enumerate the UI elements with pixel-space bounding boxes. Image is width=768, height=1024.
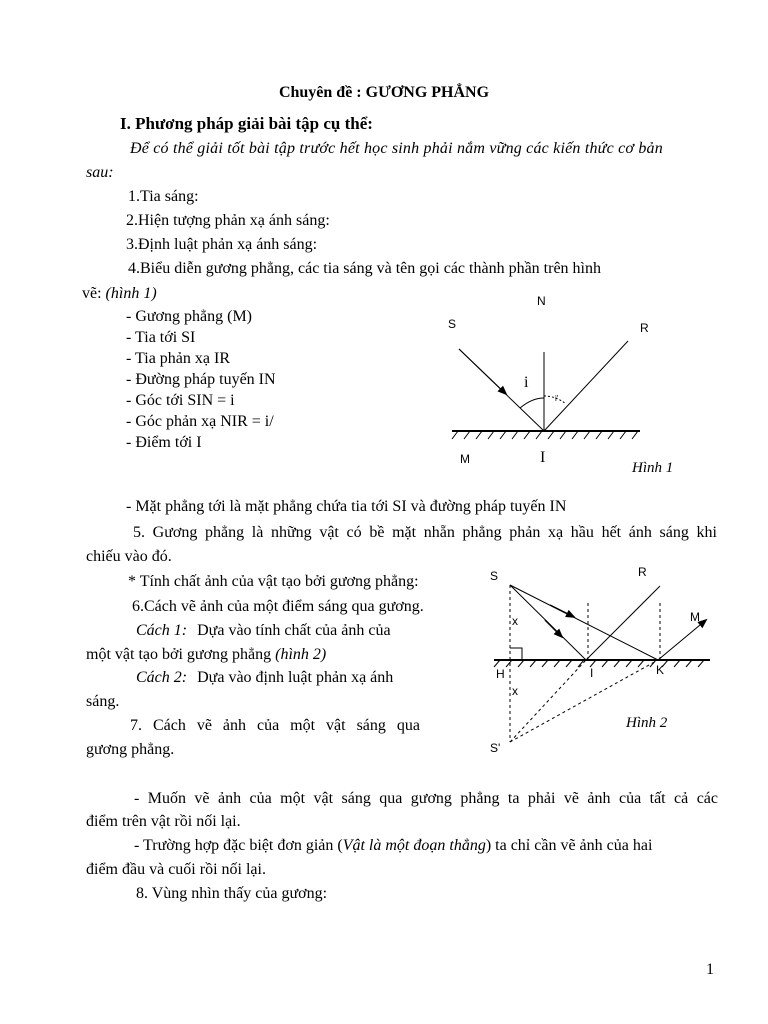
figure-1-ref: (hình 1): [105, 285, 157, 302]
figure-2-caption: Hình 2: [626, 715, 668, 731]
ray-s-k: [510, 585, 658, 660]
ray-s-k-arrow: [550, 605, 574, 617]
item-5: 5. Gương phẳng là những vật có bề mặt nhẵn phẳng phản xạ hầu hết ánh sáng khi: [133, 524, 717, 541]
label-s: S: [448, 317, 457, 331]
mirror-hatching: [494, 660, 704, 667]
paragraph-2-cont: điểm đầu và cuối rồi nối lại.: [86, 861, 266, 878]
label-m: M: [460, 452, 470, 466]
label-n: N: [537, 294, 546, 308]
component-item: - Tia tới SI: [126, 329, 196, 346]
label-s: S: [490, 569, 499, 583]
right-angle-mark: [510, 648, 522, 660]
section-heading: I. Phương pháp giải bài tập cụ thể:: [120, 114, 373, 133]
ray-k-m: [658, 620, 706, 660]
ray-i-r: [586, 586, 660, 660]
label-i2-angle: i': [555, 394, 559, 403]
component-item: - Góc tới SIN = i: [126, 392, 235, 409]
label-h: H: [496, 667, 505, 681]
ray-s-i-arrow: [545, 620, 562, 637]
item-5-cont: chiếu vào đó.: [86, 548, 172, 565]
property-heading: * Tính chất ảnh của vật tạo bởi gương phẳng:: [128, 573, 419, 590]
cach-2-label: Cách 2:: [136, 669, 188, 686]
paragraph-2-italic: Vật là một đoạn thẳng: [342, 837, 486, 854]
cach-2-cont: sáng.: [86, 693, 120, 710]
item-7: 7. Cách vẽ ảnh của một vật sáng qua: [130, 717, 420, 734]
item-7-cont: gương phẳng.: [86, 741, 175, 758]
item-8: 8. Vùng nhìn thấy của gương:: [136, 885, 328, 902]
item-1: 1.Tia sáng:: [128, 188, 199, 205]
page-title: Chuyên đề : GƯƠNG PHẲNG: [278, 84, 490, 101]
component-item: - Gương phẳng (M): [126, 308, 252, 325]
intro-line-2: sau:: [86, 164, 114, 181]
label-r: R: [640, 321, 649, 335]
label-x-upper: x: [512, 614, 518, 628]
item-4: 4.Biểu diễn gương phẳng, các tia sáng và tên gọi các thành phần trên hình: [128, 260, 601, 277]
paragraph-2-end: ) ta chỉ cần vẽ ảnh của hai: [485, 837, 653, 854]
label-i: I: [590, 666, 594, 680]
item-6: 6.Cách vẽ ảnh của một điểm sáng qua gương.: [132, 598, 424, 615]
item-4-line2: vẽ:: [82, 285, 102, 302]
cach-1-text: Dựa vào tính chất của ảnh của: [197, 622, 391, 639]
item-2: 2.Hiện tượng phản xạ ánh sáng:: [126, 212, 330, 229]
page-number: 1: [706, 961, 714, 978]
cach-1-line2: một vật tạo bởi gương phẳng: [86, 646, 272, 663]
paragraph-1: - Muốn vẽ ảnh của một vật sáng qua gương phẳng ta phải vẽ ảnh của tất cả các: [134, 790, 718, 807]
component-item: - Đường pháp tuyến IN: [126, 371, 276, 388]
paragraph-2-start: - Trường hợp đặc biệt đơn giản (: [134, 837, 343, 854]
label-x-lower: x: [512, 684, 518, 698]
virtual-ray-i: [510, 660, 586, 742]
label-i-point: I: [540, 449, 546, 466]
component-item: - Tia phản xạ IR: [126, 350, 230, 367]
paragraph-2: [134, 837, 652, 855]
cach-1-label: Cách 1:: [136, 622, 188, 639]
label-i-angle: i: [524, 374, 529, 391]
label-k: K: [656, 663, 665, 677]
cach-2-text: Dựa vào định luật phản xạ ánh: [197, 669, 394, 686]
paragraph-1-cont: điểm trên vật rồi nối lại.: [86, 813, 241, 830]
figure-1-caption: Hình 1: [632, 460, 674, 476]
plane-note: - Mặt phẳng tới là mặt phẳng chứa tia tới SI và đường pháp tuyến IN: [126, 498, 567, 515]
item-3: 3.Định luật phản xạ ánh sáng:: [126, 236, 318, 253]
label-m: M: [690, 610, 700, 624]
component-item: - Góc phản xạ NIR = i/: [126, 413, 274, 430]
label-s-prime: S': [490, 741, 501, 755]
figure-2-ref: (hình 2): [275, 646, 327, 663]
component-item: - Điểm tới I: [126, 434, 202, 451]
intro-line-1: Để có thể giải tốt bài tập trước hết học sinh phải nắm vững các kiến thức cơ bản: [130, 140, 663, 157]
label-r: R: [638, 565, 647, 579]
